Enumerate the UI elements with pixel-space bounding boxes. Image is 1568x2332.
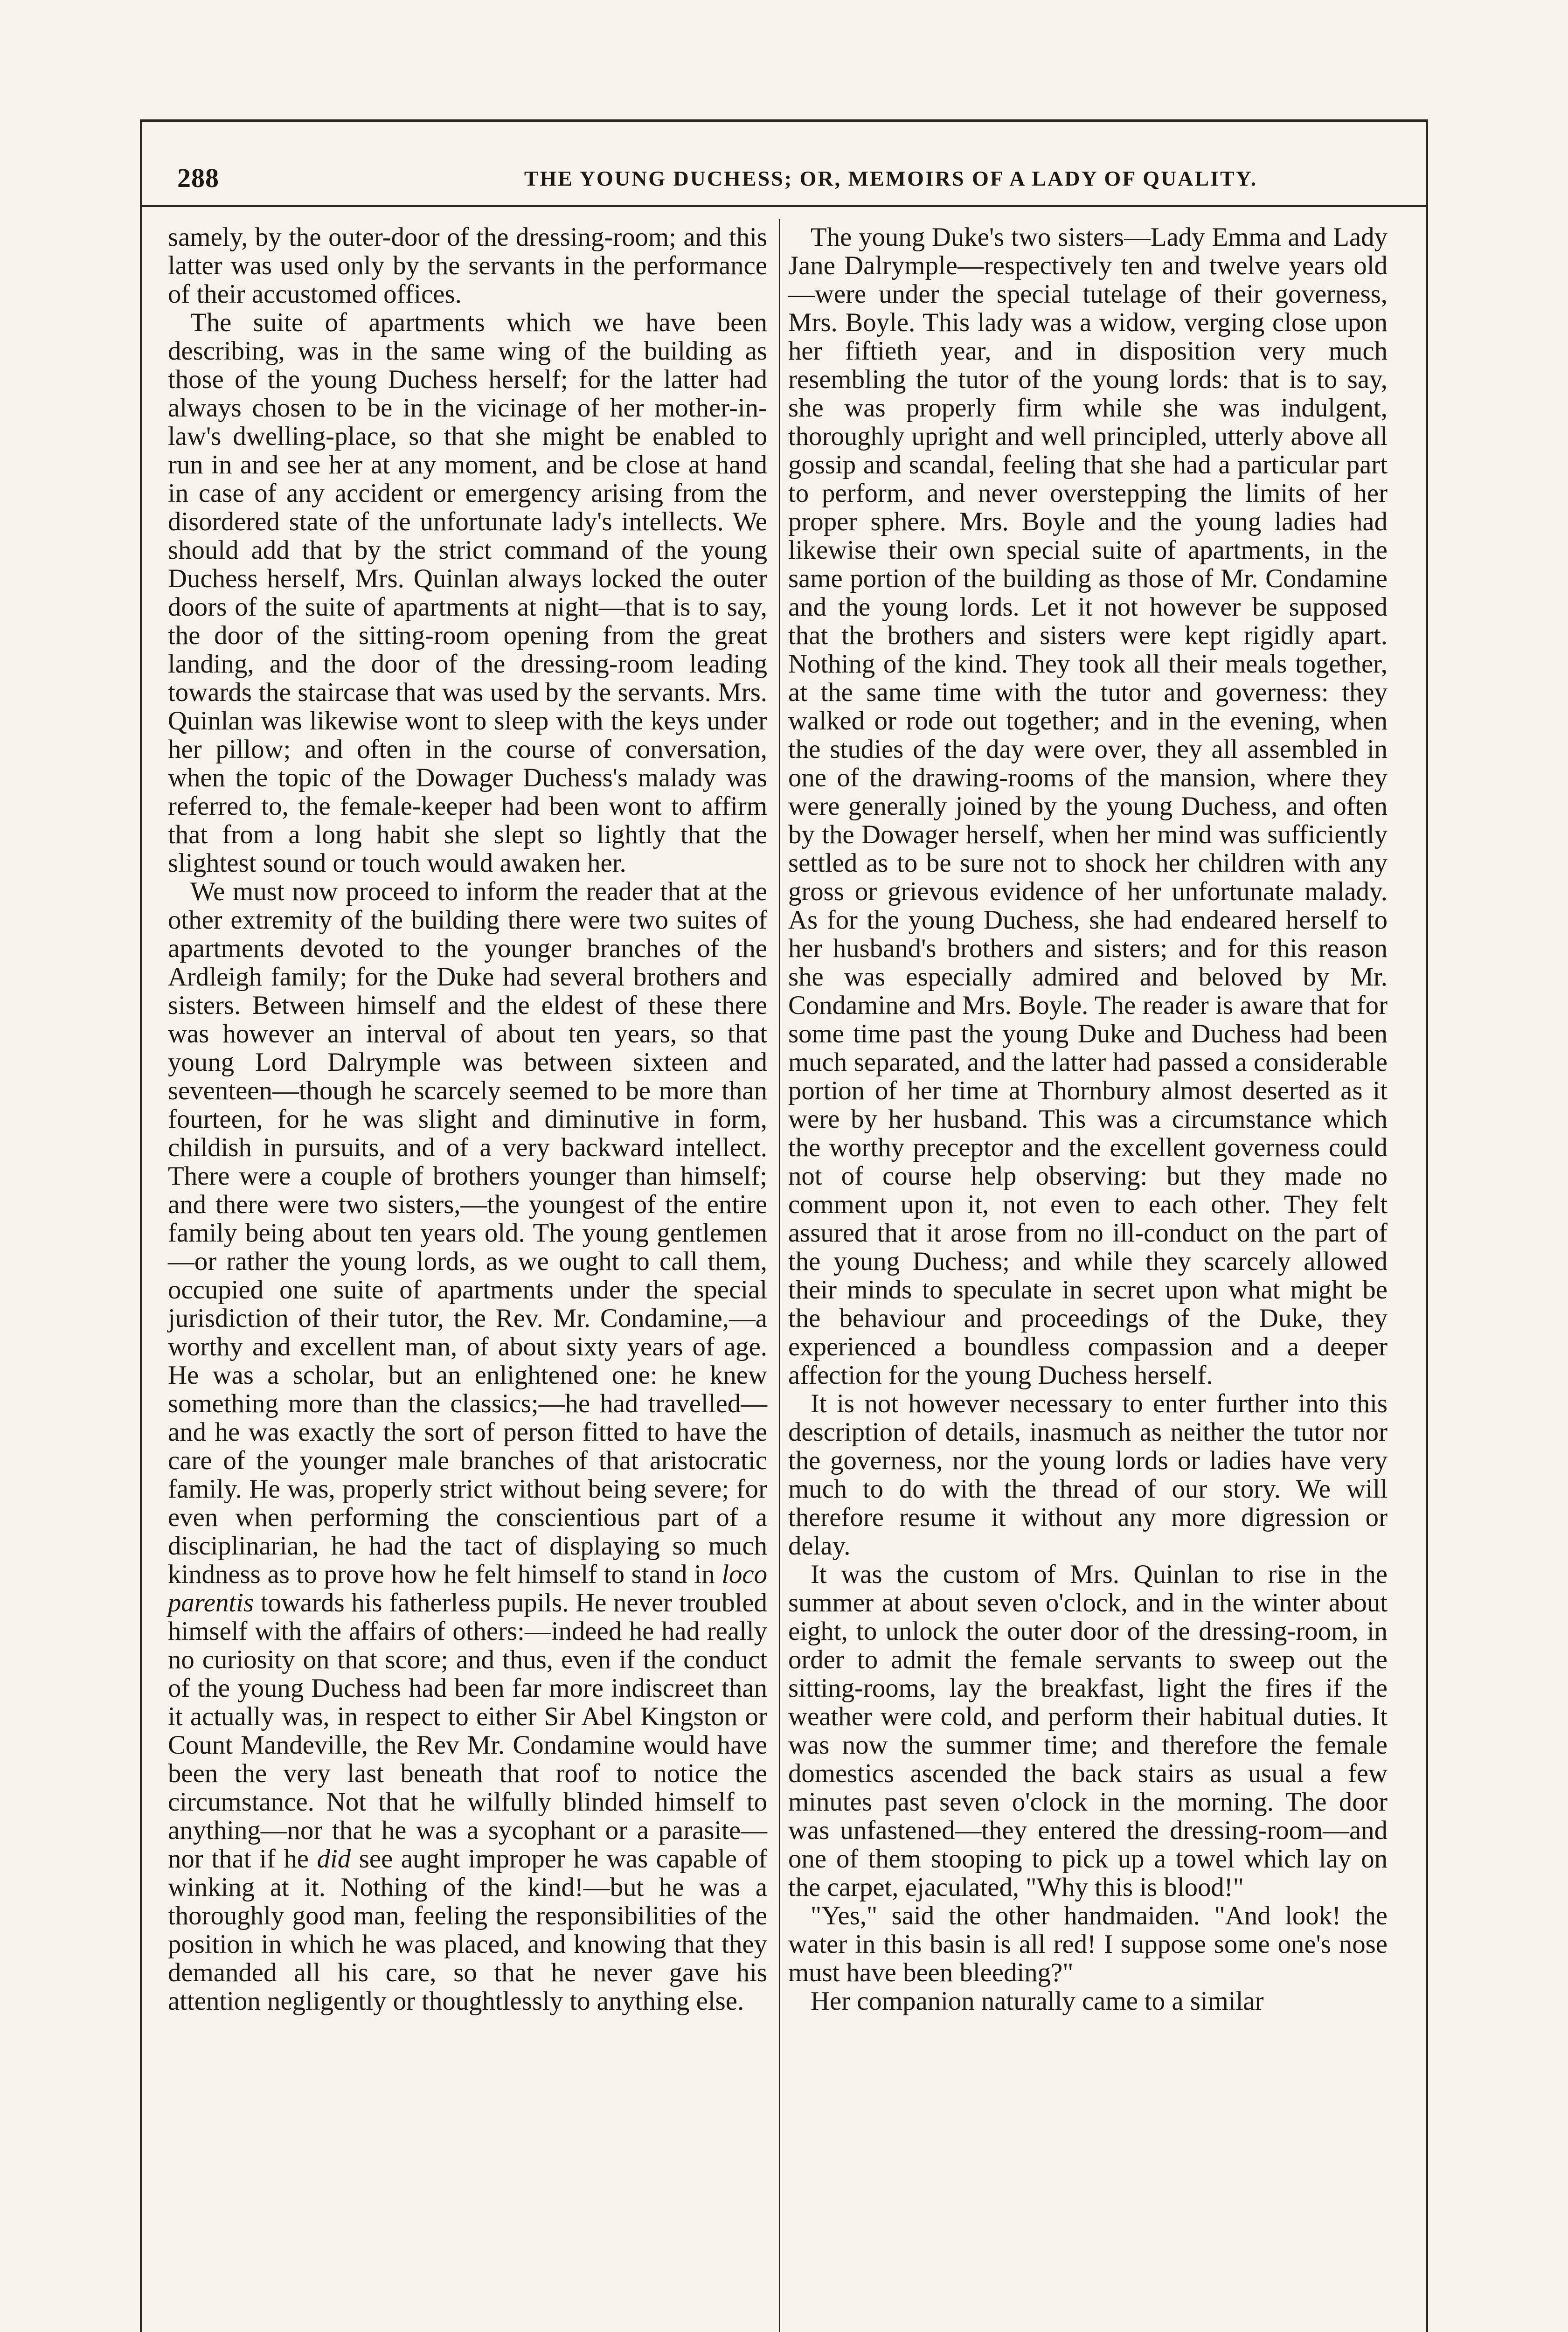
left-column <box>168 223 767 2015</box>
header-rule <box>140 205 1428 207</box>
italic-phrase: loco parentis <box>168 1560 767 1617</box>
paragraph: "Yes," said the other handmaiden. "And look! the water in this basin is all red! I suppose some one's nose must have been bleeding?" <box>788 1901 1388 1987</box>
paragraph: Her companion naturally came to a similar <box>811 1986 1264 2016</box>
top-border-rule <box>140 119 1428 122</box>
paragraph-text: We must now proceed to inform the reader that at the other extremity of the building there were two suites of apartments devoted to the younger branches of the Ardleigh family; for the Duke had several brothers and sisters. Between himself and the eldest of these there was however an interval of about ten years, so that young Lord Dalrymple was between sixteen and seventeen—though he scarcely seemed to be more than fourteen, for he was slight and diminutive in form, childish in pursuits, and of a very backward intellect. There were a couple of brothers younger than himself; and there were two sisters,—the youngest of the entire family being about ten years old. The young gentlemen—or rather the young lords, as we ought to call them, occupied one suite of apartments under the special jurisdiction of their tutor, the Rev. Mr. Condamine,—a worthy and excellent man, of about sixty years of age. He was a scholar, but an enlightened one: he knew something more than the classics;—he had travelled—and he was exactly the sort of person fitted to have the care of the younger male branches of that aristocratic family. He was, properly strict without being severe; for even when performing the conscientious part of a disciplinarian, he had the tact of displaying so much kindness as to prove how he felt himself to stand in <box>168 877 767 1589</box>
italic-phrase: did <box>317 1844 351 1874</box>
right-border-rule <box>1426 119 1428 2332</box>
page-header <box>177 162 1418 200</box>
page-number: 288 <box>177 163 219 193</box>
paragraph-text: see aught improper he was capable of winking at it. Nothing of the kind!—but he was a thoroughly good man, feeling the responsibilities of the position in which he was placed, and knowing that they demanded all his care, so that he never gave his attention negligently or thoughtlessly to anything else. <box>168 1844 767 2016</box>
paragraph: It was the custom of Mrs. Quinlan to rise in the summer at about seven o'clock, and in the winter about eight, to unlock the outer door of the dressing-room, in order to admit the female servants to sweep out the sitting-rooms, lay the breakfast, light the fires if the weather were cold, and perform their habitual duties. It was now the summer time; and therefore the female domestics ascended the back stairs as usual a few minutes past seven o'clock in the morning. The door was unfastened—they entered the dressing-room—and one of them stooping to pick up a towel which lay on the carpet, ejaculated, "Why this is blood!" <box>788 1560 1388 1902</box>
paragraph: samely, by the outer-door of the dressing-room; and this latter was used only by the servants in the performance of their accustomed offices. <box>168 222 767 309</box>
right-column <box>788 223 1388 2015</box>
paragraph: The young Duke's two sisters—Lady Emma and Lady Jane Dalrymple—respectively ten and twelve years old—were under the special tutelage of their governess, Mrs. Boyle. This lady was a widow, verging close upon her fiftieth year, and in disposition very much resembling the tutor of the young lords: that is to say, she was properly firm while she was indulgent, thoroughly upright and well principled, utterly above all gossip and scandal, feeling that she had a particular part to perform, and never overstepping the limits of her proper sphere. Mrs. Boyle and the young ladies had likewise their own special suite of apartments, in the same portion of the building as those of Mr. Condamine and the young lords. Let it not however be supposed that the brothers and sisters were kept rigidly apart. Nothing of the kind. They took all their meals together, at the same time with the tutor and governess: they walked or rode out together; and in the evening, when the studies of the day were over, they all assembled in one of the drawing-rooms of the mansion, where they were generally joined by the young Duchess, and often by the Dowager herself, when her mind was sufficiently settled as to be sure not to shock her children with any gross or grievous evidence of her unfortunate malady. As for the young Duchess, she had endeared herself to her husband's brothers and sisters; and for this reason she was especially admired and beloved by Mr. Condamine and Mrs. Boyle. The reader is aware that for some time past the young Duke and Duchess had been much separated, and the latter had passed a considerable portion of her time at Thornbury almost deserted as it were by her husband. This was a circumstance which the worthy preceptor and the excellent governess could not of course help observing: but they made no comment upon it, not even to each other. They felt assured that it arose from no ill-conduct on the part of the young Duchess; and while they scarcely allowed their minds to speculate in secret upon what might be the behaviour and proceedings of the Duke, they experienced a boundless compassion and a deeper affection for the young Duchess herself. <box>788 222 1388 1390</box>
column-divider <box>779 219 780 2332</box>
running-title: THE YOUNG DUCHESS; OR, MEMOIRS OF A LADY OF QUALITY. <box>524 167 1258 190</box>
paragraph-text: towards his fatherless pupils. He never troubled himself with the affairs of others:—indeed he had really no curiosity on that score; and thus, even if the conduct of the young Duchess had been far more indiscreet than it actually was, in respect to either Sir Abel Kingston or Count Mandeville, the Rev Mr. Condamine would have been the very last beneath that roof to notice the circumstance. Not that he wilfully blinded himself to anything—nor that he was a sycophant or a parasite—nor that if he <box>168 1588 768 1874</box>
left-border-rule <box>140 119 142 2332</box>
paragraph: It is not however necessary to enter further into this description of details, inasmuch as neither the tutor nor the governess, nor the young lords or ladies have very much to do with the thread of our story. We will therefore resume it without any more digression or delay. <box>788 1389 1388 1561</box>
paragraph <box>168 877 767 2015</box>
paragraph: The suite of apartments which we have been describing, was in the same wing of the building as those of the young Duchess herself; for the latter had always chosen to be in the vicinage of her mother-in-law's dwelling-place, so that she might be enabled to run in and see her at any moment, and be close at hand in case of any accident or emergency arising from the disordered state of the unfortunate lady's intellects. We should add that by the strict command of the young Duchess herself, Mrs. Quinlan always locked the outer doors of the suite of apartments at night—that is to say, the door of the sitting-room opening from the great landing, and the door of the dressing-room leading towards the staircase that was used by the servants. Mrs. Quinlan was likewise wont to sleep with the keys under her pillow; and often in the course of conversation, when the topic of the Dowager Duchess's malady was referred to, the female-keeper had been wont to affirm that from a long habit she slept so lightly that the slightest sound or touch would awaken her. <box>168 308 767 878</box>
